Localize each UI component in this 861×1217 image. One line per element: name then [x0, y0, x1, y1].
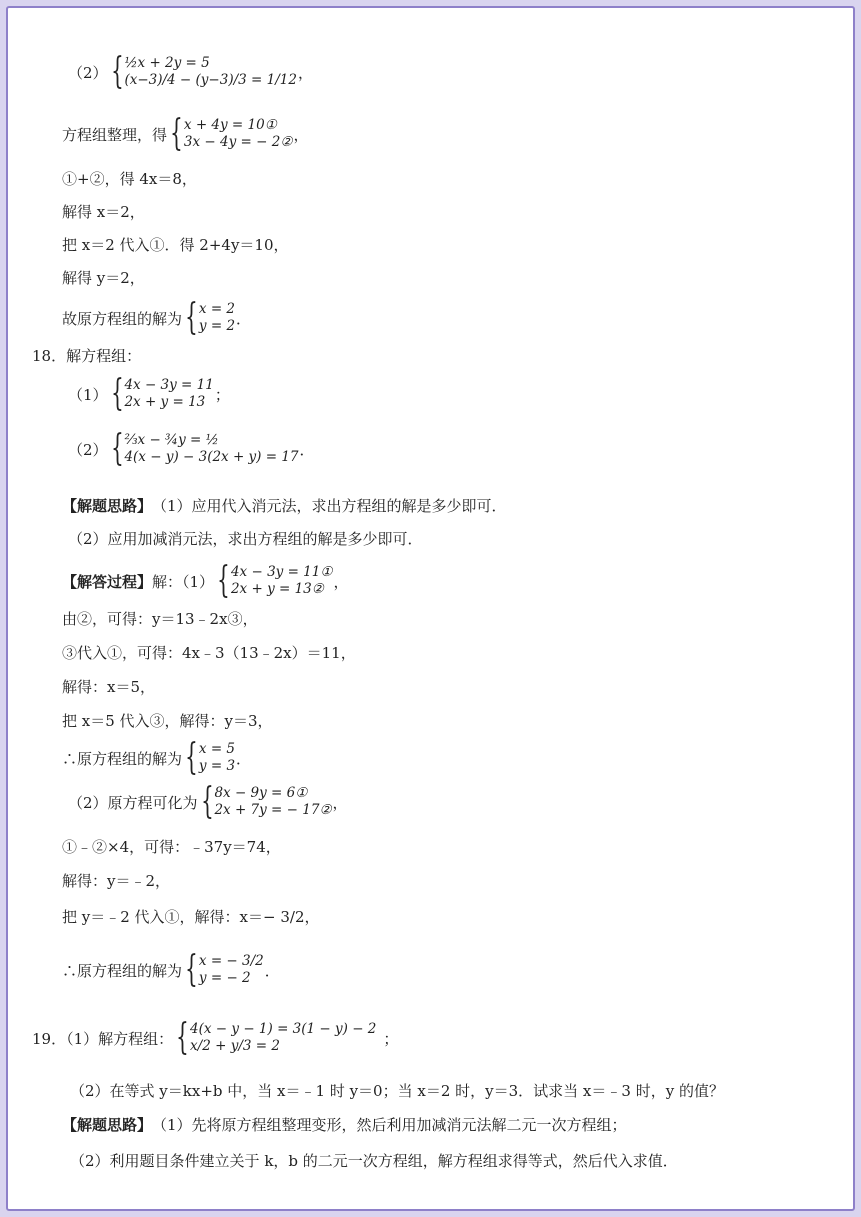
text: ∴原方程组的解为: [62, 961, 183, 980]
line-q18-s2: ③代入①，可得：4x﹣3（13﹣2x）＝11，: [62, 644, 356, 662]
punct: ；: [383, 1029, 399, 1048]
line-q18-s4: 把 x＝5 代入③，解得：y＝3，: [62, 712, 273, 730]
label: （2）: [68, 440, 108, 459]
line-q19-idea-1: [8, 1114, 627, 1135]
equation-system: { 4x − 3y = 11① 2x + y = 13②: [217, 560, 333, 601]
line-q19-idea-2: （2）利用题目条件建立关于 k，b 的二元一次方程组，解方程组求得等式，然后代入求值．: [70, 1152, 678, 1170]
line-q18-2: [8, 428, 315, 469]
equation-row: x = 5: [198, 741, 236, 757]
punct: ．: [299, 440, 315, 459]
equation-row: x = − 3/2: [198, 953, 264, 969]
text: （1）应用代入消元法，求出方程组的解是多少即可．: [152, 497, 507, 515]
equation-system: { 4(x − y − 1) = 3(1 − y) − 2 x/2 + y/3 = 2: [176, 1017, 377, 1058]
equation-row: 4x − 3y = 11①: [230, 564, 333, 580]
question-18-title: 18．解方程组：: [32, 347, 142, 365]
line-q18-s1: 由②，可得：y＝13﹣2x③，: [62, 610, 258, 628]
equation-system: { x = − 3/2 y = − 2: [185, 949, 264, 990]
equation-system: { 8x − 9y = 6① 2x + 7y = − 17②: [200, 781, 332, 822]
punct: ，: [333, 572, 349, 591]
line-q18-s8: 解得：y＝﹣2，: [62, 872, 171, 890]
line-p17-solve-x: 解得 x＝2，: [62, 203, 145, 221]
text: 故原方程组的解为: [62, 309, 183, 328]
text: 解：（1）: [152, 572, 215, 591]
question-19-part1: [8, 1017, 399, 1058]
punct: ；: [214, 385, 230, 404]
line-p17-result: [8, 297, 252, 338]
equation-row: y = 2: [198, 318, 236, 334]
equation-system: { 4x − 3y = 11 2x + y = 13: [110, 373, 214, 414]
equation-row: x/2 + y/3 = 2: [190, 1038, 280, 1054]
line-q18-proc: [8, 560, 349, 601]
punct: ，: [332, 793, 348, 812]
document-page: [6, 6, 855, 1211]
line-q18-s7: ①﹣②×4，可得：﹣37y＝74，: [62, 838, 281, 856]
equation-row: 4(x − y − 1) = 3(1 − y) − 2: [190, 1021, 377, 1037]
idea-tag: 【解题思路】: [62, 497, 153, 515]
process-tag: 【解答过程】: [62, 572, 153, 591]
equation-system: { x + 4y = 10① 3x − 4y = − 2②: [170, 113, 293, 154]
question-19-part2: （2）在等式 y＝kx+b 中，当 x＝﹣1 时 y＝0；当 x＝2 时，y＝3．试求当 x＝﹣3 时，y 的值？: [70, 1082, 724, 1100]
equation-row: 2x + y = 13②: [230, 581, 324, 597]
equation-row: 8x − 9y = 6①: [214, 785, 308, 801]
line-q18-idea-2: （2）应用加减消元法，求出方程组的解是多少即可．: [68, 530, 423, 548]
equation-system: { ⅔x − ¾y = ½ 4(x − y) − 3(2x + y) = 17: [110, 428, 299, 469]
equation-system: { ½x + 2y = 5 (x−3)/4 − (y−3)/3 = 1/12: [110, 51, 297, 92]
equation-row: 4(x − y) − 3(2x + y) = 17: [124, 449, 299, 465]
text: 方程组整理，得: [62, 125, 168, 144]
equation-row: 2x + y = 13: [124, 394, 206, 410]
equation-row: 2x + 7y = − 17②: [214, 802, 332, 818]
line-p17-sub: 把 x＝2 代入①．得 2+4y＝10，: [62, 236, 289, 254]
text: 19．（1）解方程组：: [32, 1029, 174, 1048]
equation-row: ⅔x − ¾y = ½: [124, 432, 219, 448]
line-q18-s10: [8, 949, 280, 990]
equation-row: x = 2: [198, 301, 236, 317]
line-p17-2: [8, 51, 313, 92]
equation-system: { x = 2 y = 2: [185, 297, 236, 338]
punct: ，: [293, 125, 309, 144]
equation-row: 4x − 3y = 11: [124, 377, 214, 393]
line-q18-1: [8, 373, 230, 414]
punct: ．: [236, 309, 252, 328]
text: （2）原方程可化为: [68, 793, 198, 812]
equation-row: x + 4y = 10①: [183, 117, 277, 133]
punct: ．: [236, 749, 252, 768]
idea-tag: 【解题思路】: [62, 1116, 153, 1134]
line-q18-s3: 解得：x＝5，: [62, 678, 156, 696]
equation-row: 3x − 4y = − 2②: [183, 134, 293, 150]
text: ∴原方程组的解为: [62, 749, 183, 768]
punct: ，: [297, 63, 313, 82]
line-p17-arrange: [8, 113, 309, 154]
line-p17-solve-y: 解得 y＝2，: [62, 269, 145, 287]
equation-system: { x = 5 y = 3: [185, 737, 236, 778]
label: （1）: [68, 385, 108, 404]
line-p17-add: ①+②，得 4x＝8，: [62, 170, 197, 188]
line-q18-s9: 把 y＝﹣2 代入①，解得：x＝− 3/2，: [62, 908, 320, 926]
line-q18-s5: [8, 737, 252, 778]
punct: ．: [264, 961, 280, 980]
line-q18-s6: [8, 781, 348, 822]
equation-row: y = − 2: [198, 970, 251, 986]
label: （2）: [68, 63, 108, 82]
equation-row: ½x + 2y = 5: [124, 55, 210, 71]
line-q18-idea-1: [8, 495, 507, 516]
text: （1）先将原方程组整理变形，然后利用加减消元法解二元一次方程组；: [152, 1116, 627, 1134]
equation-row: (x−3)/4 − (y−3)/3 = 1/12: [124, 72, 297, 88]
equation-row: y = 3: [198, 758, 236, 774]
